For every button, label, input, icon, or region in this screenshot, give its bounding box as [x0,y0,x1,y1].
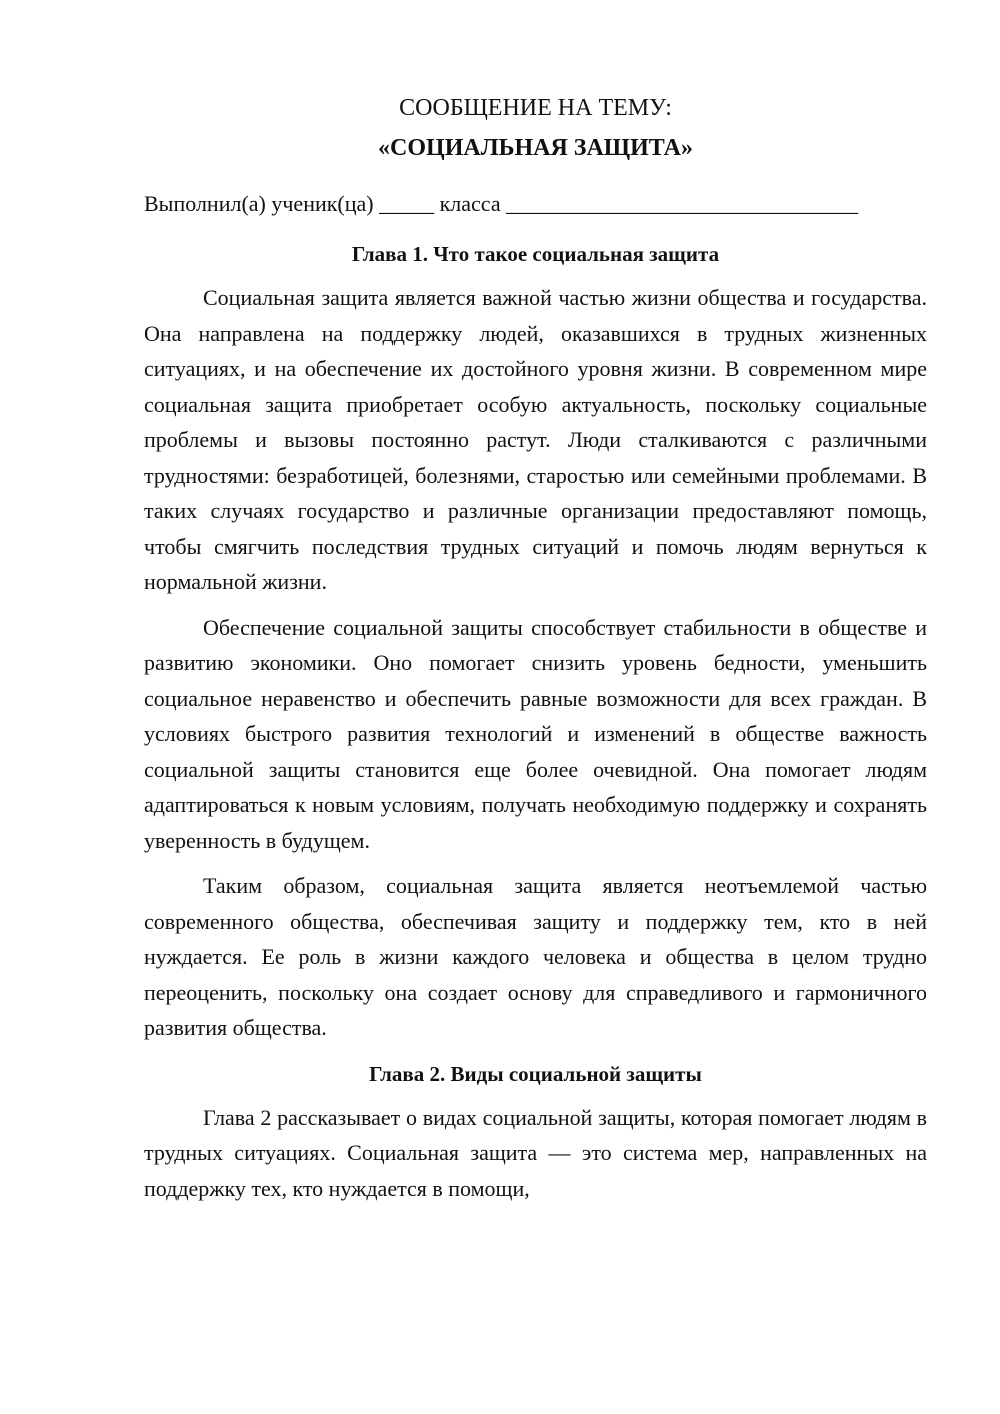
chapter-2 [144,1056,927,1207]
paragraph: Обеспечение социальной защиты способствует стабильности в обществе и развитию экономики. Оно помогает снизить уровень бедности, уменьшить социальное неравенство и обеспечить равные возможности для всех граждан. В условиях быстрого развития технологий и изменений в обществе важность социальной защиты становится еще более очевидной. Она помогает людям адаптироваться к новым условиям, получать необходимую поддержку и сохранять уверенность в будущем. [144,614,927,853]
paragraph: Таким образом, социальная защита является неотъемлемой частью современного общества, обеспечивая защиту и поддержку тем, кто в ней нуждается. Ее роль в жизни каждого человека и общества в целом трудно переоценить, поскольку она создает основу для справедливого и гармоничного развития общества. [144,873,927,1040]
document-body [144,90,927,1216]
document-title-line1: СООБЩЕНИЕ НА ТЕМУ: [399,95,672,121]
paragraph: Глава 2 рассказывает о видах социальной защиты, которая помогает людям в трудных ситуациях. Социальная защита — это система мер, направленных на поддержку тех, кто нуждается в помощи, [144,1104,927,1201]
paragraph: Социальная защита является важной частью жизни общества и государства. Она направлена на поддержку людей, оказавшихся в трудных жизненных ситуациях, и на обеспечение их достойного уровня жизни. В современном мире социальная защита приобретает особую актуальность, поскольку социальные проблемы и вызовы постоянно растут. Люди сталкиваются с различными трудностями: безработицей, болезнями, старостью или семейными проблемами. В таких случаях государство и различные организации предоставляют помощь, чтобы смягчить последствия трудных ситуаций и помочь людям вернуться к нормальной жизни. [144,285,927,594]
chapter-heading: Глава 1. Что такое социальная защита [351,242,720,266]
document-title-topic: «СОЦИАЛЬНАЯ ЗАЩИТА» [378,135,693,161]
chapter-heading: Глава 2. Виды социальной защиты [369,1061,702,1086]
author-line: Выполнил(а) ученик(ца) _____ класса ________________________________ [144,191,859,216]
chapter-1 [144,236,927,1046]
